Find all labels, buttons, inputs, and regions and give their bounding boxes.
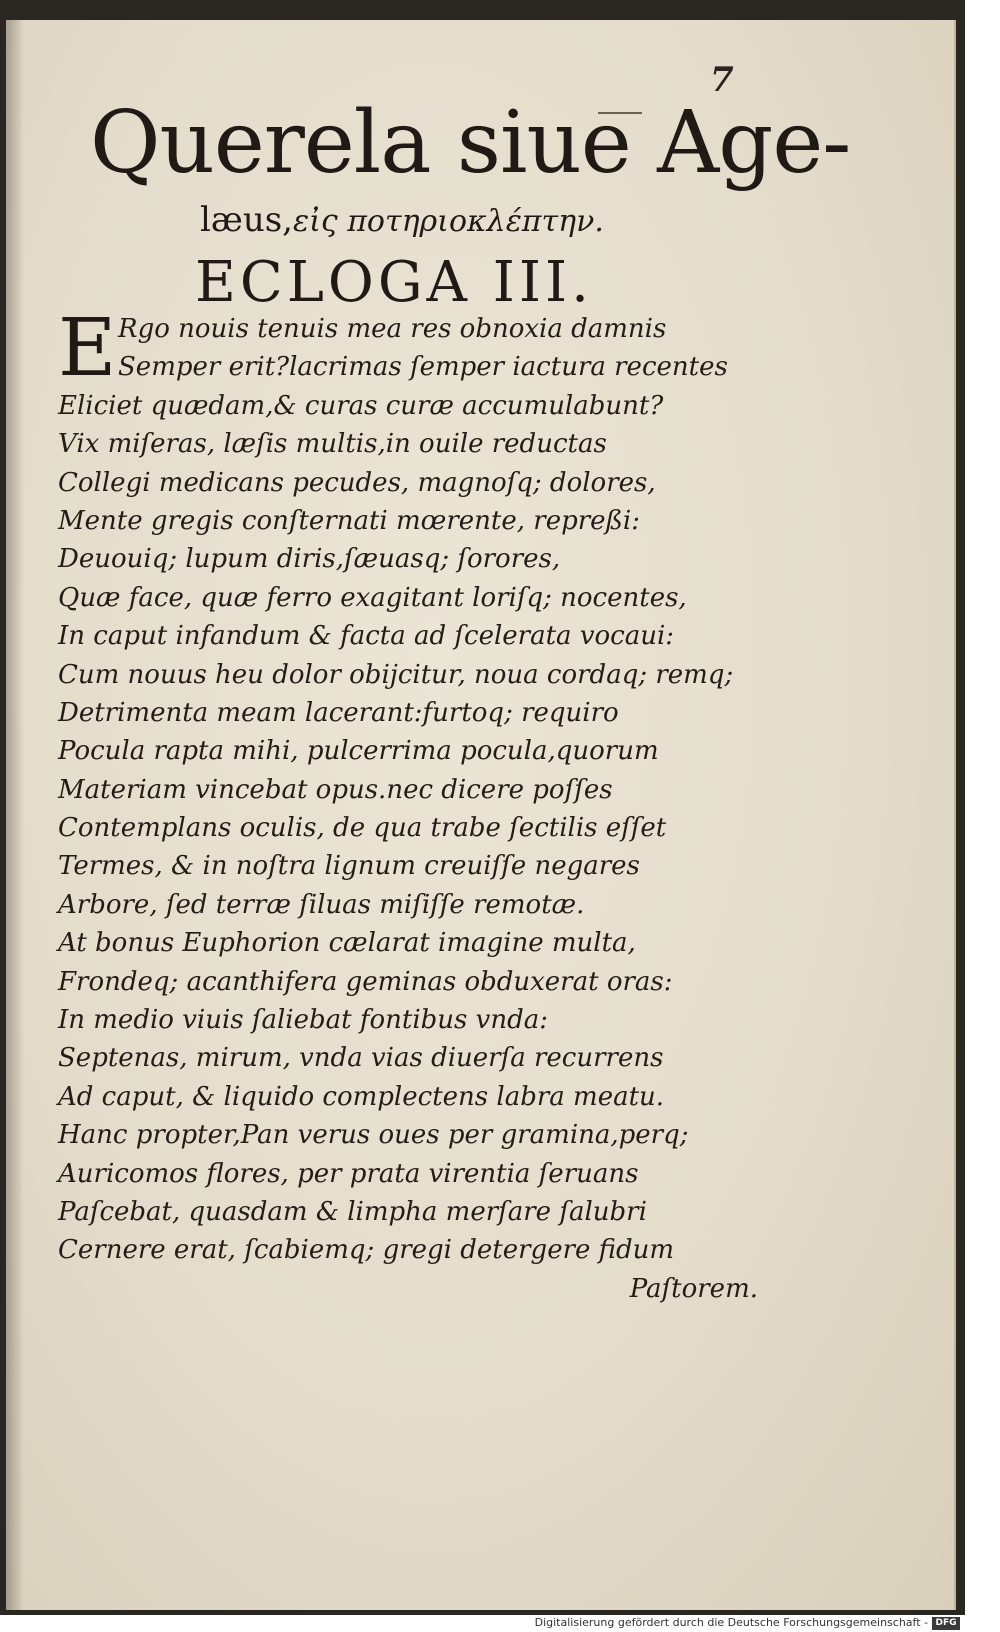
verse-line: Collegi medicans pecudes, magnoſq; dolores, [58,467,656,498]
verse-line: Septenas, mirum, vnda vias diuerſa recurrens [58,1043,664,1074]
page-title: Querela siue Age- [90,93,851,193]
verse-line: Rgo nouis tenuis mea res obnoxia damnis [118,314,667,344]
verse-line: Arbore, ſed terræ ſiluas miſiſſe remotæ. [58,889,585,920]
verse-line: Cum nouus heu dolor obijcitur, noua cordaq; remq; [58,659,734,690]
page-number: 7 [710,60,734,100]
verse-line: Pocula rapta mihi, pulcerrima pocula,quorum [58,736,659,767]
catchword: Paſtorem. [629,1273,758,1304]
verse-line: Vix miſeras, læſis multis,in ouile reductas [58,429,607,460]
gutter-shadow [6,20,24,1610]
subtitle-latin: læus, [200,200,293,240]
verse-line: Materiam vincebat opus.nec dicere poſſes [58,774,613,805]
verse-line: Semper erit?lacrimas ſemper iactura recentes [118,352,728,383]
verse-line: Cernere erat, ſcabiemq; gregi detergere fidum [58,1235,675,1266]
drop-cap: E [58,301,117,394]
digitization-credit: Digitalisierung gefördert durch die Deutsche Forschungsgemeinschaft - [534,1616,928,1629]
verse-line: At bonus Euphorion cælarat imagine multa, [58,928,636,959]
subtitle-greek: εἰς ποτηριοκλέπτην. [293,204,604,239]
verse-line: Mente gregis conſternati mœrente, repreßi: [58,505,641,536]
verse-line: In medio viuis ſaliebat fontibus vnda: [58,1005,548,1036]
verse-line: Auricomos flores, per prata virentia ſeruans [58,1158,639,1189]
dfg-logo: DFG [932,1617,960,1630]
verse-line: Ad caput, & liquido complectens labra meatu. [58,1081,665,1112]
eclogue-heading: ECLOGA III. [195,250,593,315]
verse-line: Hanc propter,Pan verus oues per gramina,perq; [58,1120,689,1151]
verse-line: Eliciet quædam,& curas curæ accumulabunt? [58,390,664,421]
verse-line: Termes, & in noſtra lignum creuiſſe negares [58,851,640,882]
verse-line: Deuouiq; lupum diris,ſæuasq; ſorores, [58,544,561,575]
verse-line: In caput infandum & facta ad ſcelerata vocaui: [58,621,675,652]
verse-line: Contemplans oculis, de qua trabe ſectilis eſſet [58,813,667,844]
verse-line: Detrimenta meam lacerant:furtoq; requiro [58,697,619,728]
verse-line: Paſcebat, quasdam & limpha merſare ſalubri [58,1196,647,1227]
verse-line: Frondeq; acanthifera geminas obduxerat oras: [58,966,673,997]
verse-block [58,301,758,1308]
page-subtitle [200,200,604,242]
verse-line: Quæ face, quæ ferro exagitant loriſq; nocentes, [58,582,687,613]
